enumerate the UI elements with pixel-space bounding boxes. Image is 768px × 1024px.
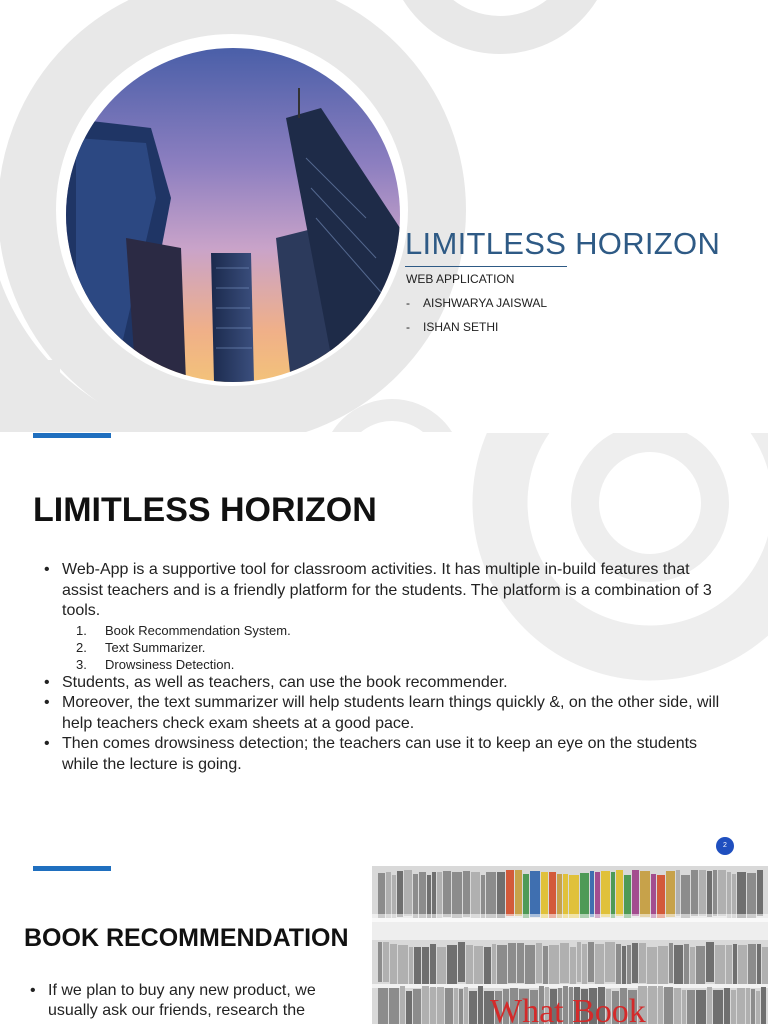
bullet-text: If we plan to buy any new product, we usually ask our friends, research the [48, 982, 316, 1019]
list-text: Book Recommendation System. [105, 622, 291, 638]
bullet-item [44, 560, 734, 622]
list-text: Text Summarizer. [105, 639, 206, 655]
presentation-subtitle: WEB APPLICATION [406, 272, 515, 286]
slide-heading: LIMITLESS HORIZON [33, 491, 377, 529]
list-item [76, 639, 734, 656]
image-caption: What Book [490, 993, 646, 1024]
tools-list [44, 622, 734, 673]
list-number: 3. [76, 656, 87, 672]
accent-bar [33, 433, 111, 438]
overview-slide [0, 433, 768, 865]
bullet-text: Then comes drowsiness detection; the teachers can use it to keep an eye on the students while the lecture is going. [62, 735, 698, 773]
bullet-text: Students, as well as teachers, can use the book recommender. [62, 673, 508, 691]
bullet-marker: • [44, 561, 50, 578]
author-line [406, 320, 498, 334]
accent-bar [33, 866, 111, 871]
presentation-title: LIMITLESS HORIZON [405, 226, 721, 261]
bullet-text: Web-App is a supportive tool for classroom activities. It has multiple in-build features that assist teachers and is a friendly platform for the students. The platform is a combination of 3 tools. [62, 561, 712, 619]
book-recommendation-slide [0, 866, 768, 1024]
slide-body [44, 560, 734, 775]
bookshelf-photo [372, 866, 768, 1024]
bullet-marker: • [30, 982, 36, 999]
author-dash: - [406, 320, 410, 334]
bullet-marker: • [44, 735, 50, 752]
bullet-item [44, 673, 734, 694]
list-text: Drowsiness Detection. [105, 656, 235, 672]
page-number-badge: 2 [716, 837, 734, 855]
bullet-item [44, 693, 734, 734]
slide-body [30, 981, 360, 1021]
skyscrapers-photo [66, 48, 400, 382]
bullet-marker: • [44, 673, 50, 691]
author-dash: - [406, 296, 410, 310]
title-underline [405, 266, 567, 267]
list-number: 2. [76, 639, 87, 655]
list-number: 1. [76, 622, 87, 638]
bullet-text: Moreover, the text summarizer will help students learn things quickly &, on the other side, will help teachers check exam sheets at a good pace. [62, 694, 720, 732]
slide-heading: BOOK RECOMMENDATION [24, 924, 349, 952]
author-name: AISHWARYA JAISWAL [423, 296, 548, 310]
list-item [76, 656, 734, 673]
bullet-marker: • [44, 694, 50, 711]
author-name: ISHAN SETHI [423, 320, 499, 334]
bullet-item [30, 981, 360, 1021]
bullet-item [44, 734, 734, 775]
author-line [406, 296, 547, 310]
title-slide [0, 0, 768, 432]
list-item [76, 622, 734, 639]
